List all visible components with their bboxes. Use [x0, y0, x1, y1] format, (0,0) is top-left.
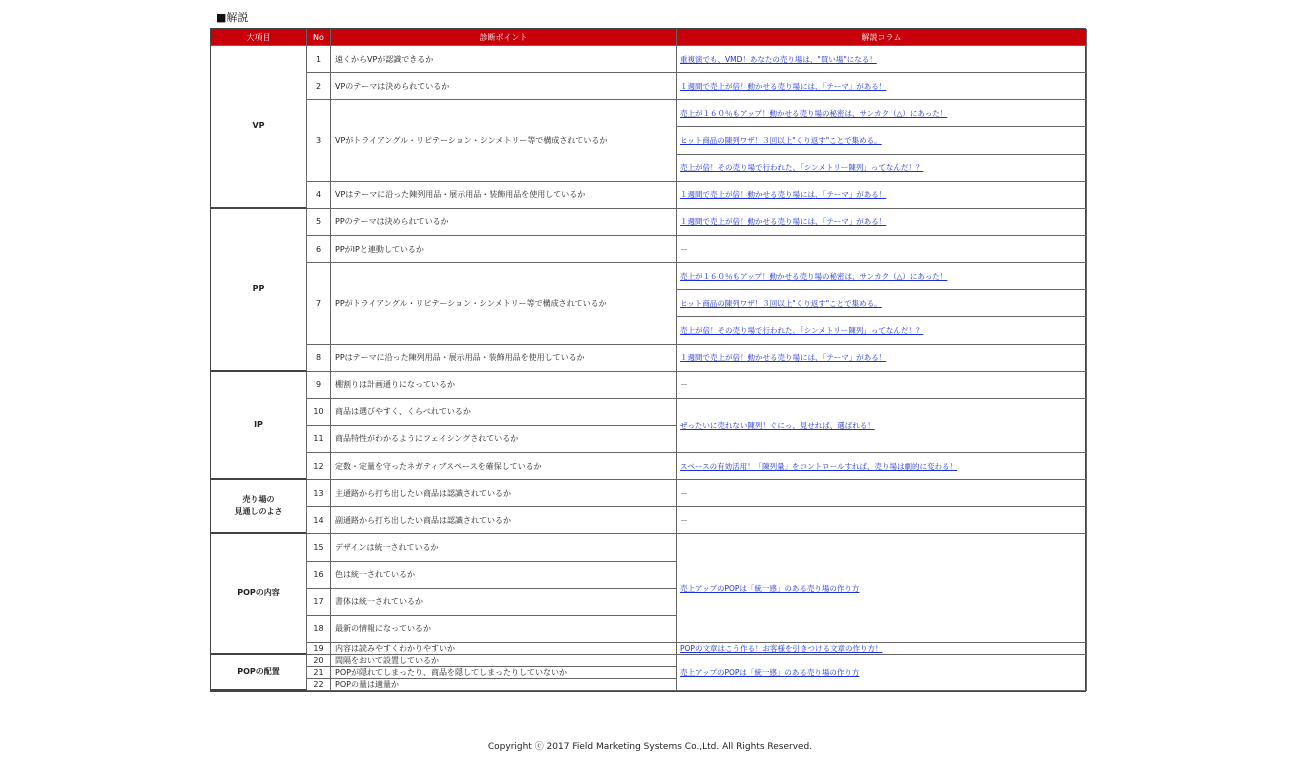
row-number: 19 — [307, 643, 331, 655]
diagnosis-point: VPはテーマに沿った陳列用品・展示用品・装飾用品を使用しているか — [331, 182, 677, 209]
diagnosis-point: 定数・定量を守ったネガティブスペースを確保しているか — [331, 453, 677, 480]
column-link[interactable]: １週間で売上が倍！動かせる売り場には、「テーマ」がある！ — [680, 217, 887, 227]
diagnosis-point: 商品は選びやすく、くらべれているか — [331, 399, 677, 426]
diagnosis-point: POPの量は適量か — [331, 679, 677, 691]
column-link[interactable]: １週間で売上が倍！動かせる売り場には、「テーマ」がある！ — [680, 353, 887, 363]
row-number: 6 — [307, 236, 331, 263]
row-number: 13 — [307, 480, 331, 507]
row-number: 16 — [307, 562, 331, 589]
diagnosis-point: 商品特性がわかるようにフェイシングされているか — [331, 426, 677, 453]
diagnosis-point: PPがIPと連動しているか — [331, 236, 677, 263]
column-link[interactable]: ヒット商品の陳列ワザ！３回以上"くり返す"ことで集める。 — [680, 135, 882, 145]
column-empty: － — [677, 372, 1087, 399]
row-number: 12 — [307, 453, 331, 480]
category-cell: IP — [211, 372, 307, 481]
diagnosis-point: PPがトライアングル・リピテーション・シンメトリー等で構成されているか — [331, 263, 677, 344]
column-empty: － — [677, 236, 1087, 263]
diagnosis-point: 間隔をおいて設置しているか — [331, 655, 677, 667]
diagnosis-point: VPがトライアングル・リピテーション・シンメトリー等で構成されているか — [331, 100, 677, 181]
column-empty: － — [677, 507, 1087, 534]
diagnosis-point: PPはテーマに沿った陳列用品・展示用品・装飾用品を使用しているか — [331, 345, 677, 372]
column-link[interactable]: １週間で売上が倍！動かせる売り場には、「テーマ」がある！ — [680, 81, 887, 91]
diagnosis-point: POPが隠れてしまったり、商品を隠してしまったりしていないか — [331, 667, 677, 679]
category-cell: POPの配置 — [211, 655, 307, 691]
section-title: ■解説 — [216, 11, 249, 24]
header-column: 解説コラム — [677, 29, 1087, 46]
header-category: 大項目 — [211, 29, 307, 46]
diagnosis-point: 副通路から打ち出したい商品は認識されているか — [331, 507, 677, 534]
row-number: 10 — [307, 399, 331, 426]
diagnosis-point: 内容は読みやすくわかりやすいか — [331, 643, 677, 655]
row-number: 3 — [307, 100, 331, 181]
column-link[interactable]: 売上が１６０％もアップ！動かせる売り場の秘密は、サンカク（△）にあった！ — [680, 108, 948, 118]
column-link[interactable]: ぜったいに売れない陳列！ぐにっ、見せれば、選ばれる！ — [680, 420, 875, 430]
row-number: 9 — [307, 372, 331, 399]
column-link[interactable]: ヒット商品の陳列ワザ！３回以上"くり返す"ことで集める。 — [680, 298, 882, 308]
column-link[interactable]: POPの文章はこう作る！お客様を引きつける文章の作り方！ — [680, 644, 883, 653]
diagnosis-point: 遠くからVPが認識できるか — [331, 46, 677, 73]
column-link[interactable]: 売上アップのPOPは「統一感」のある売り場の作り方 — [680, 668, 860, 677]
column-empty: － — [677, 480, 1087, 507]
row-number: 18 — [307, 616, 331, 643]
diagnosis-point: 棚割りは計画通りになっているか — [331, 372, 677, 399]
column-link[interactable]: 売上が１６０％もアップ！動かせる売り場の秘密は、サンカク（△）にあった！ — [680, 271, 948, 281]
row-number: 21 — [307, 667, 331, 679]
row-number: 4 — [307, 182, 331, 209]
row-number: 15 — [307, 534, 331, 561]
category-cell: VP — [211, 46, 307, 209]
diagnosis-point: 色は統一されているか — [331, 562, 677, 589]
row-number: 5 — [307, 209, 331, 236]
column-link[interactable]: スペースの有効活用！「陳列量」をコントロールすれば、売り場は劇的に変わる！ — [680, 461, 957, 471]
row-number: 17 — [307, 589, 331, 616]
column-link[interactable]: １週間で売上が倍！動かせる売り場には、「テーマ」がある！ — [680, 190, 887, 200]
column-link[interactable]: 売上が倍！その売り場で行われた、「シンメトリー陳列」ってなんだ！？ — [680, 325, 924, 335]
diagnosis-point: 主通路から打ち出したい商品は認識されているか — [331, 480, 677, 507]
row-number: 1 — [307, 46, 331, 73]
row-number: 8 — [307, 345, 331, 372]
diagnosis-point: 書体は統一されているか — [331, 589, 677, 616]
header-no: No — [307, 29, 331, 46]
row-number: 14 — [307, 507, 331, 534]
row-number: 7 — [307, 263, 331, 344]
category-cell: 売り場の 見通しのよさ — [211, 480, 307, 534]
diagnosis-point: 最新の情報になっているか — [331, 616, 677, 643]
diagnosis-table — [210, 28, 1086, 692]
diagnosis-point: PPのテーマは決められているか — [331, 209, 677, 236]
row-number: 2 — [307, 73, 331, 100]
column-link[interactable]: 売上が倍！その売り場で行われた、「シンメトリー陳列」ってなんだ！？ — [680, 163, 924, 173]
row-number: 11 — [307, 426, 331, 453]
row-number: 20 — [307, 655, 331, 667]
column-link[interactable]: 重複演でも、VMD！あなたの売り場は、"買い場"になる！ — [680, 54, 877, 64]
diagnosis-point: VPのテーマは決められているか — [331, 73, 677, 100]
column-link[interactable]: 売上アップのPOPは「統一感」のある売り場の作り方 — [680, 583, 860, 593]
row-number: 22 — [307, 679, 331, 691]
category-cell: PP — [211, 209, 307, 372]
header-point: 診断ポイント — [331, 29, 677, 46]
copyright-footer: Copyright ⓒ 2017 Field Marketing Systems Co.,Ltd. All Rights Reserved. — [487, 742, 813, 752]
diagnosis-point: デザインは統一されているか — [331, 534, 677, 561]
category-cell: POPの内容 — [211, 534, 307, 655]
